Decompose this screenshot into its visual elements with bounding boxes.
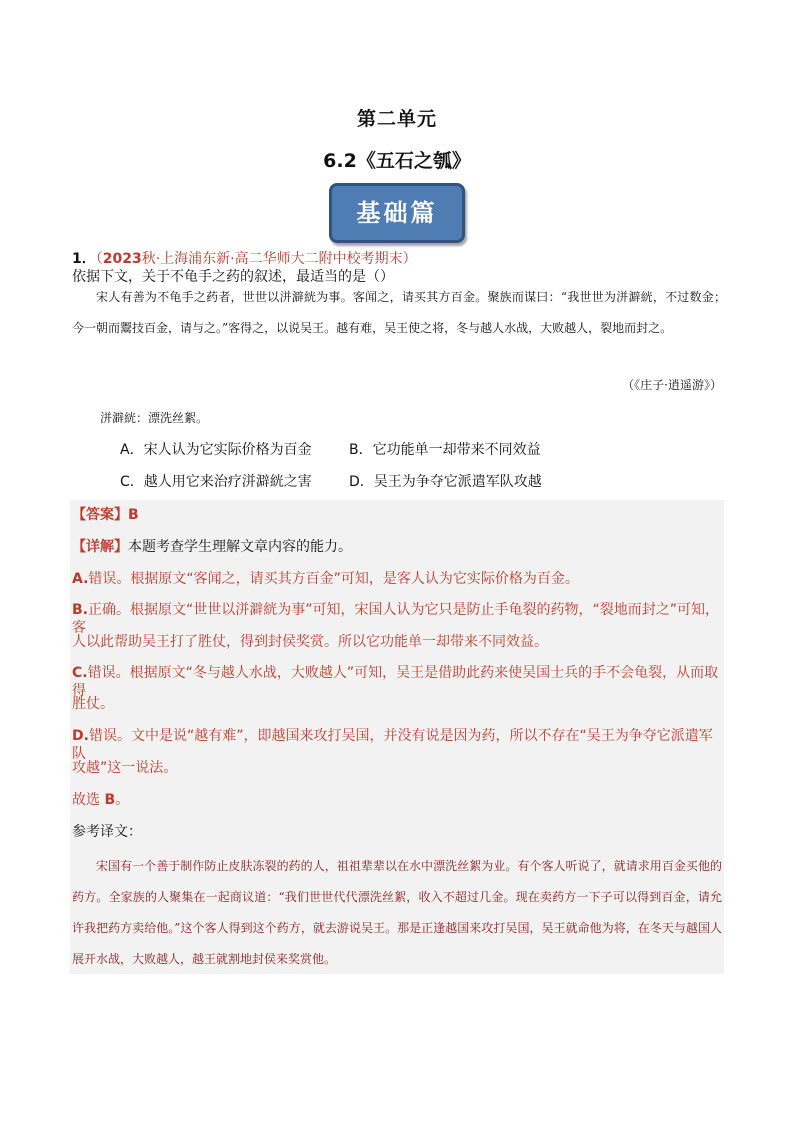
answer-value: B (128, 507, 139, 523)
conclusion-line (72, 791, 724, 809)
level-badge: 基础篇 (329, 183, 465, 243)
detail-text: 本题考查学生理解文章内容的能力。 (128, 539, 352, 555)
conclusion-value: B (104, 792, 116, 808)
passage-source: （《庄子·逍遥游》） (622, 378, 722, 392)
explain-d-2: 攻越”这一说法。 (72, 760, 178, 776)
explain-a-text: 错误。根据原文“客闻之，请买其方百金”可知，是客人认为它实际价格为百金。 (88, 571, 579, 587)
explain-d-text-1: 错误。文中是说“越有难”，即越国来攻打吴国，并没有说是因为药，所以不存在“吴王为争夺它派遣军队 (72, 728, 713, 762)
explain-c-text-1: 错误。根据原文“冬与越人水战，大败越人”可知，吴王是借助此药来使吴国士兵的手不会龟裂，从而取得 (72, 665, 719, 699)
option-a: A．宋人认为它实际价格为百金 (120, 442, 312, 458)
vocab-note: 洴澼絖：漂洗丝絮。 (100, 411, 209, 425)
explain-c-2: 胜仗。 (72, 696, 114, 712)
explain-d-lead: D. (72, 728, 89, 744)
conclusion-prefix: 故选 (72, 792, 105, 808)
question-text: 依据下文，关于不龟手之药的叙述，最适当的是（） (72, 269, 394, 285)
unit-title: 第二单元 (356, 108, 437, 130)
explain-a (72, 570, 724, 588)
translation-label: 参考译文： (72, 824, 142, 840)
question-stem (72, 250, 732, 286)
detail-line (72, 538, 724, 556)
question-source (96, 251, 417, 267)
source-year: 2023 (102, 251, 142, 267)
conclusion-suffix: 。 (115, 792, 130, 808)
option-d: D．吴王为争夺它派遣军队攻越 (349, 474, 542, 490)
answer-label: 【答案】 (72, 507, 128, 523)
explain-a-lead: A. (72, 571, 89, 587)
option-c: C．越人用它来治疗洴澼絖之害 (120, 474, 312, 490)
explain-c-lead: C. (72, 665, 88, 681)
explain-b-lead: B. (72, 602, 88, 618)
translation-text: 宋国有一个善于制作防止皮肤冻裂的药的人，祖祖辈辈以在水中漂洗丝絮为业。有个客人听说了，就请求用百金买他的药方。全家族的人聚集在一起商议道：“我们世世代代漂洗丝絮，收入不超过几金。现在卖药方一下子可以得到百金，请允许我把药方卖给他。”这个客人得到这个药方，就去游说吴王。那是正逢越国来攻打吴国，吴王就命他为将，在冬天与越国人展开水战，大败越人，越王就割地封侯来奖赏他。 (72, 859, 722, 966)
badge-container (0, 183, 794, 243)
explain-b-1 (72, 601, 724, 637)
lesson-title: 6.2《五石之瓠》 (323, 150, 471, 172)
source-open: （ (95, 251, 103, 267)
explain-d-1 (72, 727, 724, 763)
detail-label: 【详解】 (72, 539, 128, 555)
option-b: B．它功能单一却带来不同效益 (349, 442, 541, 458)
classical-passage: 宋人有善为不龟手之药者，世世以洴澼絖为事。客闻之，请买其方百金。聚族而谋曰：“我世世为洴澼絖，不过数金；今一朝而鬻技百金，请与之。”客得之，以说吴王。越有难，吴王使之将，冬与越人水战，大败越人，裂地而封之。 (72, 290, 726, 335)
explain-b-text-1: 正确。根据原文“世世以洴澼絖为事”可知，宋国人认为它只是防止手龟裂的药物，“裂地而封之”可知，客 (72, 602, 720, 636)
source-rest: 秋·上海浦东新·高二华师大二附中校考期末） (141, 251, 417, 267)
answer-line (72, 506, 724, 524)
explain-b-2: 人以此帮助吴王打了胜仗，得到封侯奖赏。所以它功能单一却带来不同效益。 (72, 634, 548, 650)
question-number: 1． (72, 251, 96, 267)
